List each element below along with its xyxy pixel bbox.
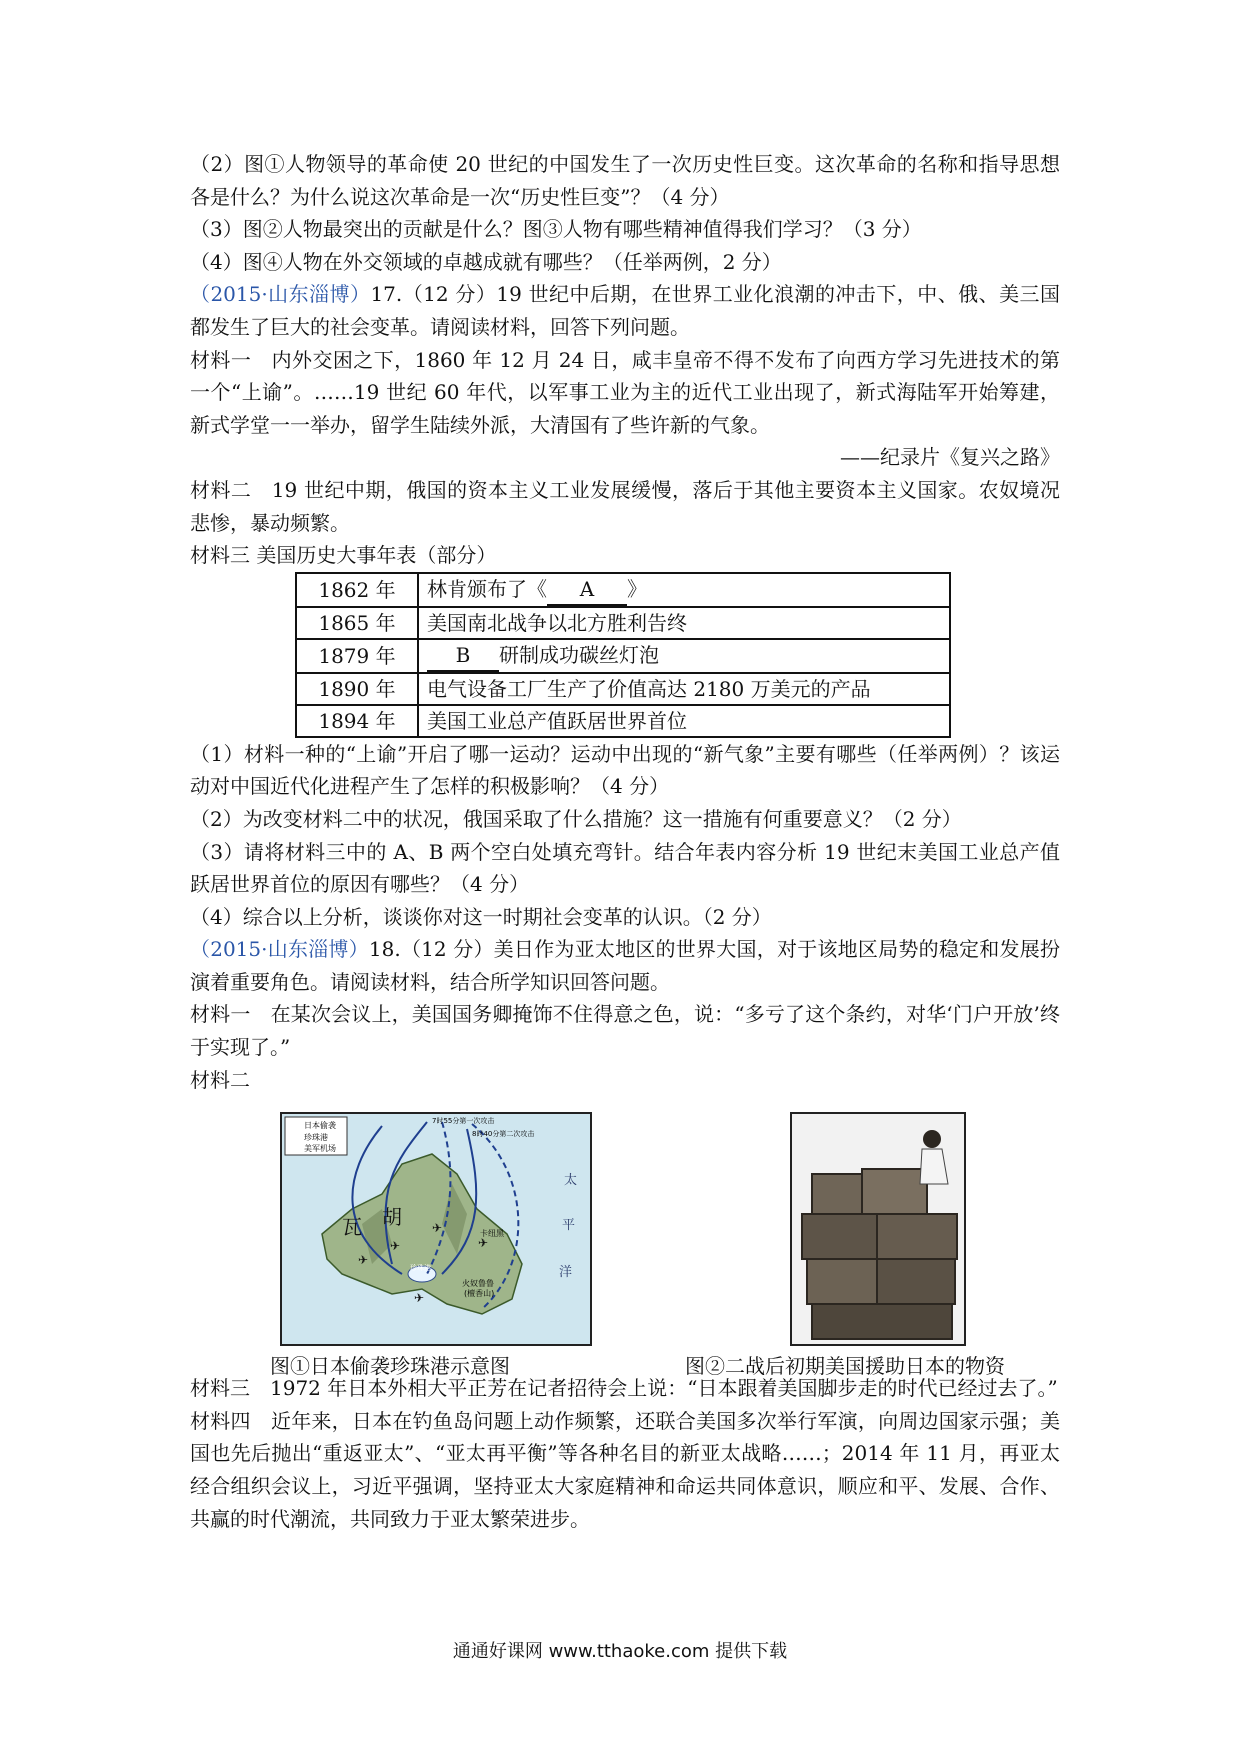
map-label-honolulu-sub: (檀香山)	[464, 1289, 495, 1299]
map-label-hu: 胡	[382, 1205, 402, 1230]
question-17-part-1: （1）材料一种的“上谕”开启了哪一运动？运动中出现的“新气象”主要有哪些（任举两例）？该运动对中国近代化进程产生了怎样的积极影响？（4 分）	[190, 741, 1060, 799]
q18-material-4: 材料四 近年来，日本在钓鱼岛问题上动作频繁，还联合美国多次举行军演，向周边国家示强；美国也先后抛出“重返亚太”、“亚太再平衡”等各种名目的新亚太战略……；2014 年 11 月，再亚太经合组织会议上，习近平强调，坚持亚太大家庭精神和命运共同体意识，顺应和平、发展、合作、共赢的时代潮流，共同致力于亚太繁荣进步。	[190, 1408, 1060, 1531]
crate	[812, 1304, 952, 1339]
map-label-yang: 洋	[559, 1265, 573, 1281]
pearl-harbor-map	[280, 1112, 592, 1346]
svg-text:✈: ✈	[358, 1253, 369, 1268]
material-2: 材料二 19 世纪中期，俄国的资本主义工业发展缓慢，落后于其他主要资本主义国家。农奴境况悲惨，暴动频繁。	[190, 477, 1060, 535]
map-label-ping: 平	[562, 1218, 576, 1234]
svg-text:✈: ✈	[390, 1239, 401, 1254]
table-event	[418, 639, 950, 673]
map-label-tai: 太	[564, 1173, 578, 1189]
table-event: 美国工业总产值跃居世界首位	[418, 705, 950, 737]
table-row	[296, 573, 950, 607]
page-footer: 通通好课网 www.tthaoke.com 提供下载	[452, 1641, 788, 1662]
question-16-part-4: （4）图④人物在外交领域的卓越成就有哪些？（任举两例，2 分）	[190, 249, 782, 274]
table-event	[418, 573, 950, 607]
figure-2-caption: 图②二战后初期美国援助日本的物资	[685, 1354, 1005, 1379]
question-17-part-3: （3）请将材料三中的 A、B 两个空白处填充弯针。结合年表内容分析 19 世纪末美国工业总产值跃居世界首位的原因有哪些？（4 分）	[190, 839, 1060, 897]
map-label-honolulu: 火奴鲁鲁	[462, 1279, 494, 1289]
question-18-source: （2015·山东淄博）	[190, 937, 369, 962]
question-17-source: （2015·山东淄博）	[190, 282, 371, 307]
table-year: 1865 年	[296, 607, 418, 639]
question-16-part-2: （2）图①人物领导的革命使 20 世纪的中国发生了一次历史性巨变。这次革命的名称和指导思想各是什么？为什么说这次革命是一次“历史性巨变”？（4 分）	[190, 152, 1060, 209]
event-text: 研制成功碳丝灯泡	[499, 642, 659, 667]
crate	[862, 1169, 927, 1214]
question-18-text: 18.（12 分）美日作为亚太地区的世界大国，对于该地区局势的稳定和发展扮演着重要角色。请阅读材料，结合所学知识回答问题。	[190, 937, 1060, 994]
question-17-intro	[190, 278, 1060, 343]
question-17-part-4: （4）综合以上分析，谈谈你对这一时期社会变革的认识。（2 分）	[190, 904, 772, 929]
map-label-second-attack: 8时40分第二次攻击	[472, 1130, 535, 1139]
crate	[802, 1214, 877, 1259]
q18-material-1: 材料一 在某次会议上，美国国务卿掩饰不住得意之色，说：“多亏了这个条约，对华‘门户开放’终于实现了。”	[190, 1002, 1060, 1060]
crate	[807, 1259, 877, 1304]
blank-b: B	[427, 640, 499, 672]
map-svg	[282, 1114, 590, 1344]
question-17-text: 17.（12 分）19 世纪中后期，在世界工业化浪潮的冲击下，中、俄、美三国都发生了巨大的社会变革。请阅读材料，回答下列问题。	[190, 282, 1060, 339]
material-1-source: ——纪录片《复兴之路》	[840, 445, 1060, 470]
legend-attack: 日本偷袭	[304, 1121, 336, 1131]
table-event: 电气设备工厂生产了价值高达 2180 万美元的产品	[418, 673, 950, 705]
material-3-title: 材料三 美国历史大事年表（部分）	[190, 543, 497, 568]
table-year: 1890 年	[296, 673, 418, 705]
q18-material-3: 材料三 1972 年日本外相大平正芳在记者招待会上说：“日本跟着美国脚步走的时代已经过去了。”	[190, 1376, 1058, 1401]
us-history-timeline-table	[295, 572, 951, 738]
table-event: 美国南北战争以北方胜利告终	[418, 607, 950, 639]
document-body	[190, 148, 1060, 1535]
map-label-kaneohe: 卡纽黑	[480, 1229, 504, 1239]
table-row	[296, 673, 950, 705]
table-row	[296, 639, 950, 673]
legend-pearl-harbor: 珍珠港	[304, 1133, 328, 1143]
question-16-part-3: （3）图②人物最突出的贡献是什么？图③人物有哪些精神值得我们学习？（3 分）	[190, 217, 922, 242]
figure-1-caption: 图①日本偷袭珍珠港示意图	[270, 1354, 510, 1379]
table-year: 1879 年	[296, 639, 418, 673]
question-18-intro	[190, 933, 1060, 998]
table-row	[296, 705, 950, 737]
crate	[877, 1214, 957, 1259]
legend-airfield: 美军机场	[304, 1144, 336, 1154]
event-text: 》	[627, 576, 647, 601]
table-row	[296, 607, 950, 639]
material-1: 材料一 内外交困之下，1860 年 12 月 24 日，咸丰皇帝不得不发布了向西方学习先进技术的第一个“上谕”。……19 世纪 60 年代，以军事工业为主的近代工业出现了，新式海陆军开始筹建，新式学堂一一举办，留学生陆续外派，大清国有了些许新的气象。	[190, 347, 1060, 437]
svg-text:✈: ✈	[432, 1221, 443, 1236]
map-label-first-attack: 7时55分第一次攻击	[432, 1117, 495, 1126]
figures-row	[190, 1102, 1060, 1379]
q18-material-2-label: 材料二	[190, 1067, 250, 1092]
worker-head	[923, 1130, 941, 1148]
table-year: 1862 年	[296, 573, 418, 607]
crate	[877, 1259, 955, 1304]
event-text: 林肯颁布了《	[427, 576, 547, 601]
us-aid-supplies-photo	[790, 1112, 966, 1346]
svg-text:✈: ✈	[414, 1291, 425, 1306]
question-17-part-2: （2）为改变材料二中的状况，俄国采取了什么措施？这一措施有何重要意义？（2 分）	[190, 806, 962, 831]
map-label-wa: 瓦	[342, 1215, 362, 1240]
svg-text:✈: ✈	[478, 1236, 489, 1251]
map-label-pearl-harbor: 珍珠港	[410, 1264, 431, 1273]
photo-svg	[792, 1114, 964, 1344]
blank-a: A	[547, 574, 627, 606]
table-year: 1894 年	[296, 705, 418, 737]
